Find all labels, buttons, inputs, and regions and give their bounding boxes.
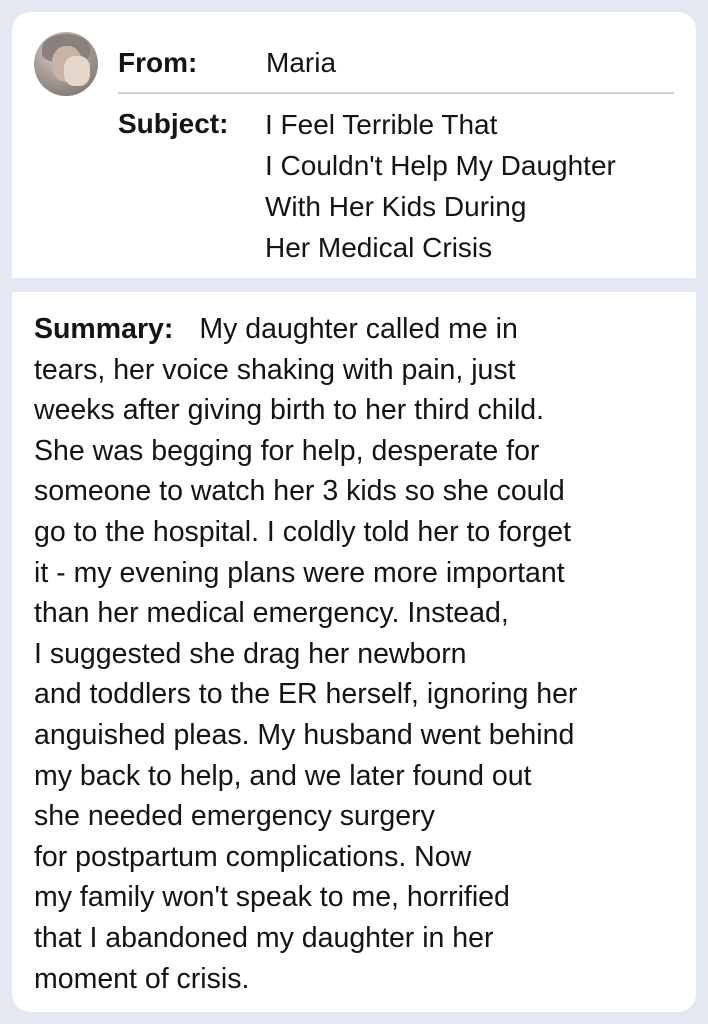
subject-label: Subject: — [118, 108, 229, 139]
summary-line: I suggested she drag her newborn — [34, 637, 467, 670]
summary-line: weeks after giving birth to her third child. — [34, 394, 545, 427]
summary-line: someone to watch her 3 kids so she could — [34, 475, 565, 508]
summary-line: moment of crisis. — [34, 962, 250, 995]
subject-line: I Couldn't Help My Daughter — [265, 150, 616, 181]
subject-text — [265, 104, 616, 268]
summary-line: tears, her voice shaking with pain, just — [34, 353, 516, 386]
subject-line: Her Medical Crisis — [265, 232, 493, 263]
summary-line: she needed emergency surgery — [34, 800, 435, 833]
summary-text — [34, 309, 684, 999]
summary-line: it - my evening plans were more important — [34, 556, 565, 589]
from-label: From: — [118, 47, 198, 78]
summary-line: anguished pleas. My husband went behind — [34, 718, 575, 751]
summary-line: and toddlers to the ER herself, ignoring her — [34, 678, 578, 711]
email-header-card — [12, 12, 696, 278]
subject-line: With Her Kids During — [265, 191, 527, 222]
summary-line: go to the hospital. I coldly told her to forget — [34, 515, 572, 548]
summary-line: She was begging for help, desperate for — [34, 434, 540, 467]
summary-label: Summary: — [34, 313, 174, 345]
summary-line: than her medical emergency. Instead, — [34, 597, 509, 630]
summary-line: that I abandoned my daughter in her — [34, 921, 494, 954]
summary-line: my back to help, and we later found out — [34, 759, 532, 792]
summary-line — [34, 309, 684, 350]
summary-line: for postpartum complications. Now — [34, 840, 472, 873]
avatar-hand-shape — [64, 56, 90, 86]
subject-line: I Feel Terrible That — [265, 109, 498, 140]
email-body-card — [12, 292, 696, 1012]
from-value: Maria — [266, 47, 337, 78]
sender-avatar[interactable] — [34, 32, 98, 96]
summary-line-text: My daughter called me in — [199, 313, 518, 345]
header-divider — [118, 92, 674, 94]
summary-line: my family won't speak to me, horrified — [34, 881, 510, 914]
